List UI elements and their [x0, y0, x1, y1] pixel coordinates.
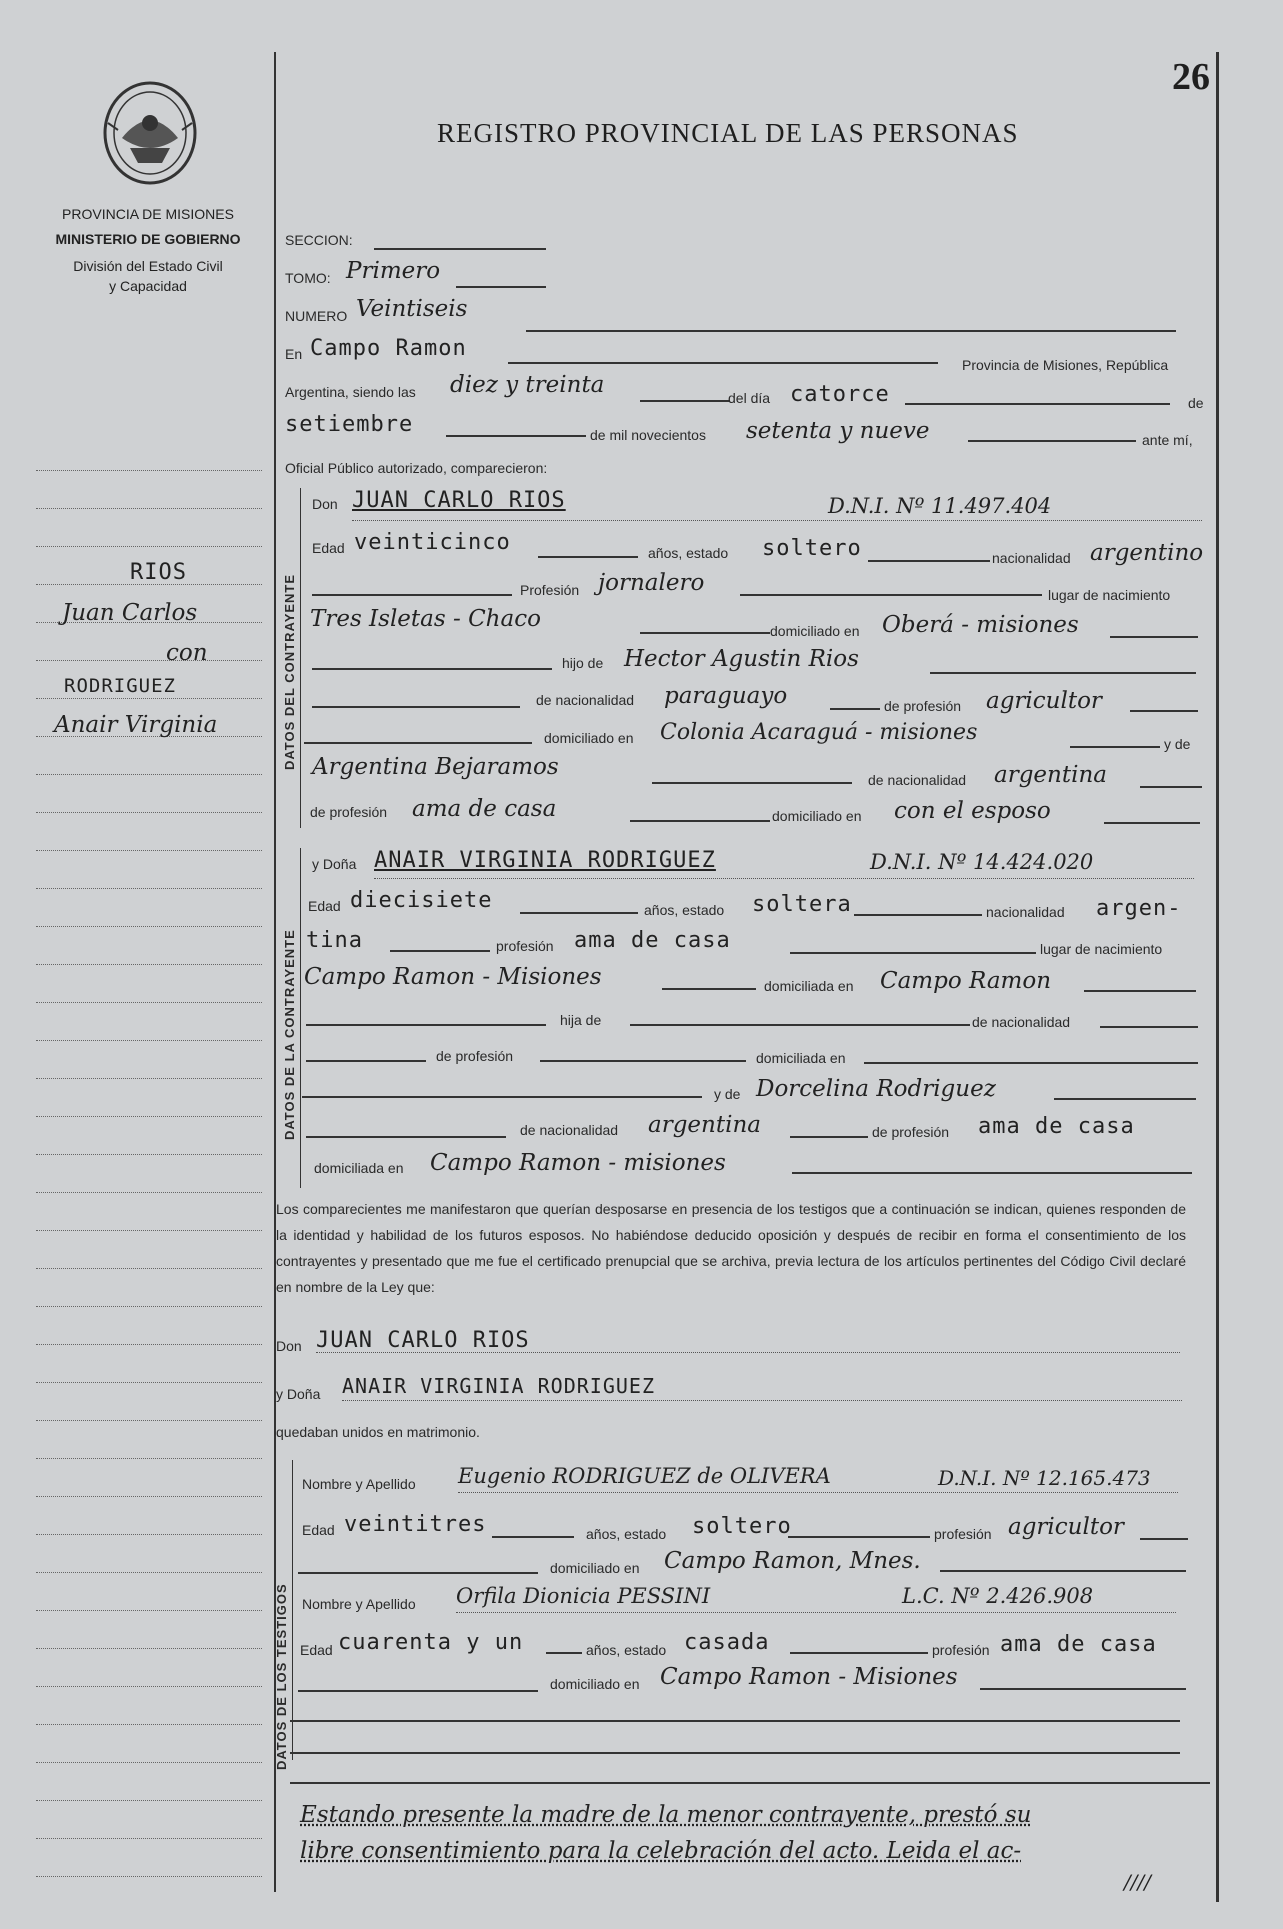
section-label-testigos: DATOS DE LOS TESTIGOS [274, 1583, 289, 1770]
dia-value: catorce [790, 382, 890, 407]
t1-profesion: agricultor [1008, 1514, 1124, 1540]
en-label: En [285, 346, 303, 362]
t2-profesion-label: profesión [932, 1642, 990, 1658]
contrayenta-domiciliada-label: domiciliada en [756, 1050, 846, 1066]
org-ministry: MINISTERIO DE GOBIERNO [55, 231, 241, 247]
contrayenta-madre-profesion-label: de profesión [872, 1124, 950, 1140]
contrayenta-nacionalidad-a: argen- [1096, 896, 1182, 921]
lugar-nacimiento-label: lugar de nacimiento [1048, 587, 1171, 603]
contrayenta-nacionalidad-b: tina [306, 928, 363, 953]
tomo-label: TOMO: [285, 270, 331, 286]
contrayente-edad: veinticinco [354, 530, 511, 555]
decl-closing: quedaban unidos en matrimonio. [276, 1424, 480, 1440]
page-title: REGISTRO PROVINCIAL DE LAS PERSONAS [437, 118, 1019, 148]
provincial-seal [100, 78, 200, 188]
margin-note-name1: Juan Carlos [62, 600, 198, 626]
madre-profesion: ama de casa [412, 796, 557, 822]
t2-domicilio-label: domiciliado en [550, 1676, 640, 1692]
contrayenta-madre-nacionalidad: argentina [648, 1112, 761, 1138]
don-label: Don [312, 496, 338, 512]
t2-edad-label: Edad [300, 1642, 333, 1658]
contrayente-padre: Hector Agustin Rios [624, 646, 859, 672]
margin-note-name2: Anair Virginia [54, 712, 218, 738]
contrayenta-domicilio-label: domiciliada en [764, 978, 854, 994]
right-margin-rule [1216, 52, 1219, 1902]
org-province: PROVINCIA DE MISIONES [62, 206, 234, 222]
decl-don-value: JUAN CARLO RIOS [316, 1328, 530, 1353]
t1-nombre-label: Nombre y Apellido [302, 1476, 416, 1492]
contrayenta-de-nacionalidad-label: de nacionalidad [972, 1014, 1071, 1030]
oficial-text: Oficial Público autorizado, comparecieron: [285, 460, 548, 476]
mes-value: setiembre [285, 412, 414, 437]
argentina-text: Argentina, siendo las [285, 384, 416, 400]
padre-profesion-label: de profesión [884, 698, 962, 714]
margin-note-surname2: RODRIGUEZ [64, 675, 176, 697]
org-capacity: y Capacidad [109, 278, 187, 294]
ante-mi-label: ante mí, [1142, 432, 1193, 448]
hija-de-label: hija de [560, 1012, 602, 1028]
hora-value: diez y treinta [450, 372, 605, 398]
t2-nombre-label: Nombre y Apellido [302, 1596, 416, 1612]
madre-nacionalidad-label: de nacionalidad [868, 772, 967, 788]
contrayenta-madre-domicilio-label: domiciliada en [314, 1160, 404, 1176]
dona-label: y Doña [312, 856, 357, 872]
margin-note-surname1: RIOS [130, 560, 187, 585]
padre-profesion: agricultor [986, 688, 1102, 714]
contrayenta-lugar-nacimiento: Campo Ramon - Misiones [304, 964, 602, 990]
tomo-value: Primero [346, 258, 441, 284]
t1-doc: D.N.I. Nº 12.165.473 [938, 1466, 1151, 1490]
contrayenta-edad: diecisiete [350, 888, 493, 913]
nacionalidad-label: nacionalidad [992, 550, 1071, 566]
contrayenta-profesion: ama de casa [574, 928, 731, 953]
y-de-label: y de [1164, 736, 1191, 752]
contrayenta-madre-profesion: ama de casa [978, 1114, 1135, 1139]
contrayenta-madre: Dorcelina Rodriguez [756, 1076, 996, 1102]
madre-domicilio: con el esposo [894, 798, 1051, 824]
contrayenta-name: ANAIR VIRGINIA RODRIGUEZ [374, 848, 716, 873]
contrayenta-estado: soltera [752, 892, 852, 917]
contrayenta-madre-nacionalidad-label: de nacionalidad [520, 1122, 619, 1138]
seal-icon [100, 78, 200, 188]
anio-value: setenta y nueve [746, 418, 930, 444]
anios-estado-label: años, estado [648, 545, 729, 561]
seccion-label: SECCION: [285, 232, 353, 248]
t1-domicilio: Campo Ramon, Mnes. [664, 1548, 921, 1574]
contrayenta-dni: D.N.I. Nº 14.424.020 [870, 850, 1094, 874]
contrayenta-de-profesion-label: de profesión [436, 1048, 514, 1064]
madre-profesion-label: de profesión [310, 804, 388, 820]
contrayente-madre: Argentina Bejaramos [312, 754, 559, 780]
annotation-mark: //// [1124, 1870, 1151, 1894]
t2-anios-label: años, estado [586, 1642, 667, 1658]
org-division: División del Estado Civil [73, 258, 223, 274]
contrayente-estado: soltero [762, 536, 862, 561]
contrayenta-edad-label: Edad [308, 898, 341, 914]
t1-nombre: Eugenio RODRIGUEZ de OLIVERA [458, 1464, 831, 1488]
numero-label: NUMERO [285, 308, 348, 324]
hijo-de-label: hijo de [562, 655, 604, 671]
decl-don-label: Don [276, 1338, 302, 1354]
padre-nacionalidad: paraguayo [664, 683, 788, 709]
t1-profesion-label: profesión [934, 1526, 992, 1542]
contrayenta-madre-domicilio: Campo Ramon - misiones [430, 1150, 726, 1176]
contrayenta-y-de-label: y de [714, 1086, 741, 1102]
annotation-line1: Estando presente la madre de la menor contrayente, prestó su [300, 1802, 1032, 1828]
edad-label: Edad [312, 540, 345, 556]
provincia-text: Provincia de Misiones, República [962, 357, 1169, 373]
annotation-line2: libre consentimiento para la celebración del acto. Leida el ac- [300, 1838, 1022, 1864]
profesion-label: Profesión [520, 582, 580, 598]
contrayenta-lugar-label: lugar de nacimiento [1040, 941, 1163, 957]
contrayenta-domicilio: Campo Ramon [880, 968, 1052, 994]
contrayenta-anios-label: años, estado [644, 902, 725, 918]
en-value: Campo Ramon [310, 336, 467, 361]
t2-doc: L.C. Nº 2.426.908 [902, 1584, 1094, 1608]
contrayenta-nacionalidad-label: nacionalidad [986, 904, 1065, 920]
padre-nacionalidad-label: de nacionalidad [536, 692, 635, 708]
del-dia-label: del día [728, 390, 771, 406]
contrayente-nacionalidad: argentino [1090, 540, 1204, 566]
numero-value: Veintiseis [356, 296, 468, 322]
page-number: 26 [1172, 56, 1210, 98]
t1-domicilio-label: domiciliado en [550, 1560, 640, 1576]
t2-profesion: ama de casa [1000, 1632, 1157, 1657]
decl-dona-label: y Doña [276, 1386, 321, 1402]
de-mil-label: de mil novecientos [590, 427, 706, 443]
contrayente-profesion: jornalero [598, 570, 705, 596]
contrayente-lugar-nacimiento: Tres Isletas - Chaco [310, 606, 541, 632]
contrayente-name: JUAN CARLO RIOS [352, 488, 566, 513]
t1-edad: veintitres [344, 1512, 487, 1537]
contrayente-domicilio: Oberá - misiones [882, 612, 1079, 638]
madre-nacionalidad: argentina [994, 762, 1107, 788]
domiciliado-en-label: domiciliado en [770, 623, 860, 639]
t1-anios-label: años, estado [586, 1526, 667, 1542]
de-label: de [1188, 395, 1204, 411]
decl-dona-value: ANAIR VIRGINIA RODRIGUEZ [342, 1374, 655, 1398]
contrayenta-profesion-label: profesión [496, 938, 554, 954]
section-label-contrayenta: DATOS DE LA CONTRAYENTE [282, 929, 297, 1140]
madre-domicilio-label: domiciliado en [772, 808, 862, 824]
t1-estado: soltero [692, 1514, 792, 1539]
t2-edad: cuarenta y un [338, 1630, 524, 1655]
contrayente-dni: D.N.I. Nº 11.497.404 [828, 494, 1052, 518]
declaration-paragraph: Los comparecientes me manifestaron que querían desposarse en presencia de los testigos que a continuación se indican, quienes responden de la identidad y habilidad de los futuros esposos. No habiéndose deducido oposición y después de recibir en forma el consentimiento de los contrayentes y presentado que me fue el certificado prenupcial que se archiva, previa lectura de los artículos pertinentes del Código Civil declaré en nombre de la Ley que: [276, 1201, 1186, 1295]
margin-note-con: con [166, 640, 208, 666]
t1-edad-label: Edad [302, 1522, 335, 1538]
section-label-contrayente: DATOS DEL CONTRAYENTE [282, 573, 297, 770]
t2-domicilio: Campo Ramon - Misiones [660, 1664, 958, 1690]
padre-domicilio: Colonia Acaraguá - misiones [660, 720, 978, 745]
t2-estado: casada [684, 1630, 770, 1655]
t2-nombre: Orfila Dionicia PESSINI [456, 1584, 711, 1608]
padre-domicilio-label: domiciliado en [544, 730, 634, 746]
